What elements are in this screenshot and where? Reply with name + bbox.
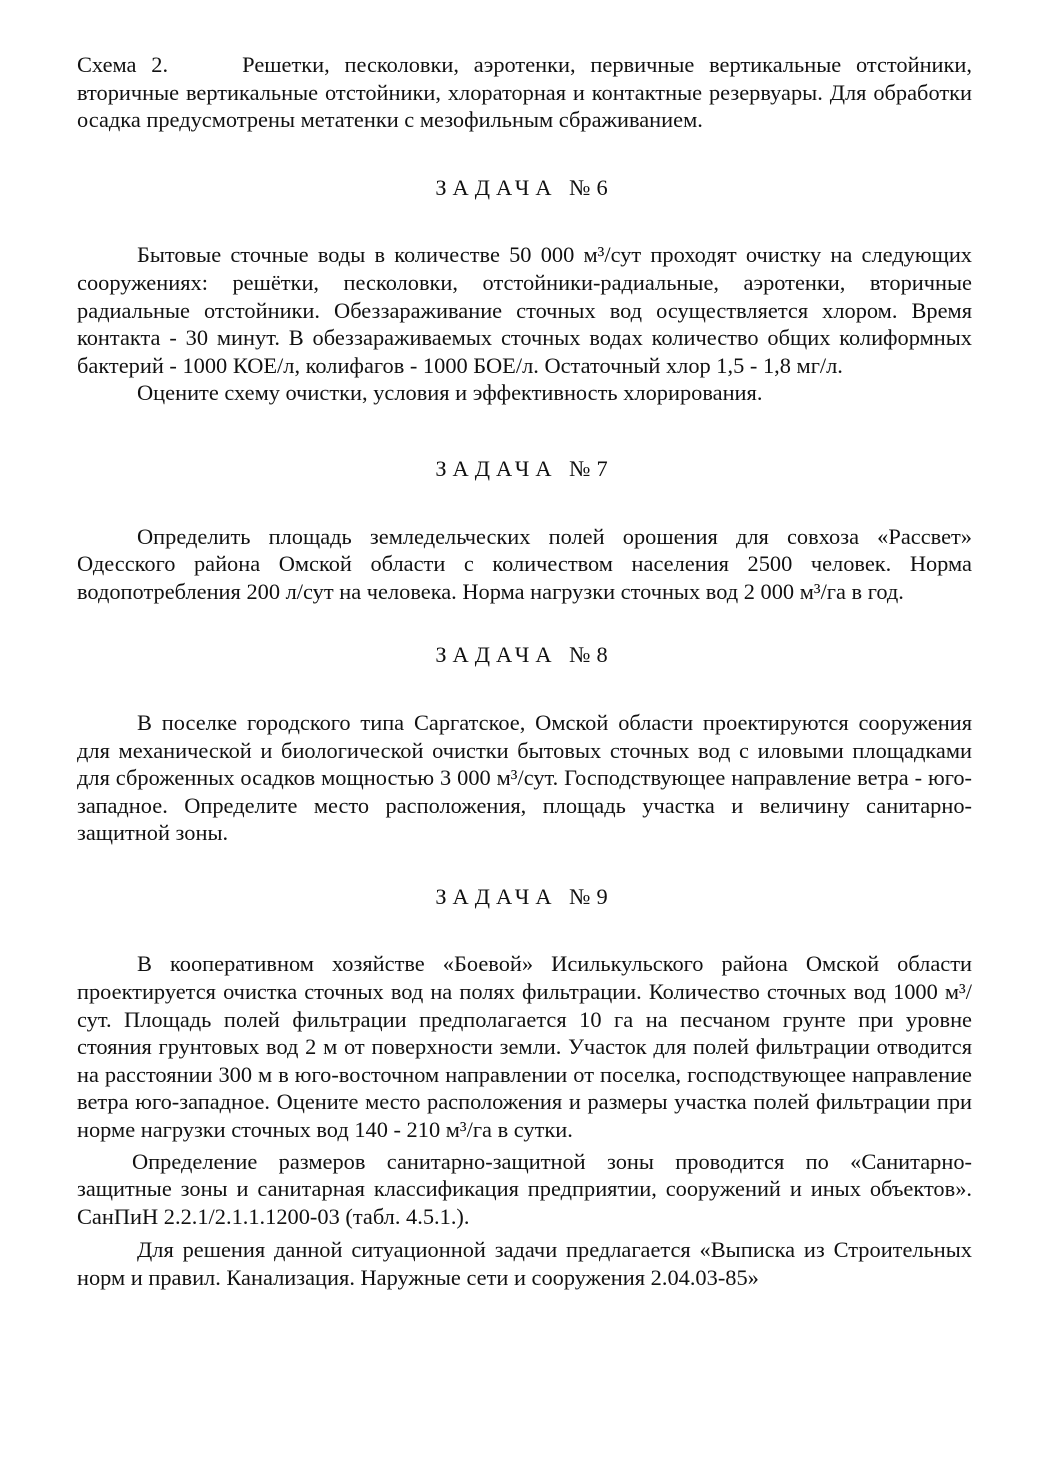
task-9-paragraph-3: Для решения данной ситуационной задачи предлагается «Выписка из Строительных норм и правил. Канализация. Наружные сети и сооружения 2.04.03-85» bbox=[77, 1237, 972, 1290]
task-7-heading: ЗАДАЧА №7 bbox=[435, 455, 614, 481]
scheme-2-paragraph bbox=[77, 51, 972, 134]
task-6-paragraph-2: Оцените схему очистки, условия и эффективность хлорирования. bbox=[137, 380, 763, 406]
task-9-paragraph-2: Определение размеров санитарно-защитной зоны проводится по «Санитарно-защитные зоны и санитарная классификация предприятии, сооружений и иных объектов». СанПиН 2.2.1/2.1.1.1200-03 (табл. 4.5.1.). bbox=[77, 1148, 972, 1229]
task-6-paragraph-1: Бытовые сточные воды в количестве 50 000 м³/сут проходят очистку на следующих сооружениях: решётки, песколовки, отстойники-радиальные, аэротенки, вторичные радиальные отстойники. Обеззараживание сточных вод осуществляется хлором. Время контакта - 30 минут. В обеззараживаемых сточных водах количество общих колиформных бактерий - 1000 КОЕ/л, колифагов - 1000 БОЕ/л. Остаточный хлор 1,5 - 1,8 мг/л. bbox=[77, 242, 972, 378]
task-8-paragraph-1: В поселке городского типа Саргатское, Омской области проектируются сооружения для механической и биологической очистки бытовых сточных вод с иловыми площадками для сброженных осадков мощностью 3 000 м³/сут. Господствующее направление ветра - юго-западное. Определите место расположения, площадь участка и величину санитарно-защитной зоны. bbox=[77, 709, 972, 846]
scheme-2-text: Решетки, песколовки, аэротенки, первичные вертикальные отстойники, вторичные вертикальные отстойники, хлораторная и контактные резервуары. Для обработки осадка предусмотрены метатенки с мезофильным сбраживанием. bbox=[77, 52, 972, 133]
task-9-heading: ЗАДАЧА №9 bbox=[435, 883, 614, 909]
scheme-2-label: Схема 2. bbox=[77, 52, 169, 77]
task-6-heading: ЗАДАЧА №6 bbox=[435, 174, 614, 200]
task-9-paragraph-1: В кооперативном хозяйстве «Боевой» Исилькульского района Омской области проектируется очистка сточных вод на полях фильтрации. Количество сточных вод 1000 м³/сут. Площадь полей фильтрации предполагается 10 га на песчаном грунте при уровне стояния грунтовых вод 2 м от поверхности земли. Участок для полей фильтрации отводится на расстоянии 300 м в юго-восточном направлении от поселка, господствующее направление ветра юго-западное. Оцените место расположения и размеры участка полей фильтрации при норме нагрузки сточных вод 140 - 210 м³/га в сутки. bbox=[77, 951, 972, 1143]
task-7-paragraph-1: Определить площадь земледельческих полей орошения для совхоза «Рассвет» Одесского района Омской области с количеством населения 2500 человек. Норма водопотребления 200 л/сут на человека. Норма нагрузки сточных вод 2 000 м³/га в год. bbox=[77, 523, 972, 604]
task-8-heading: ЗАДАЧА №8 bbox=[435, 642, 614, 668]
